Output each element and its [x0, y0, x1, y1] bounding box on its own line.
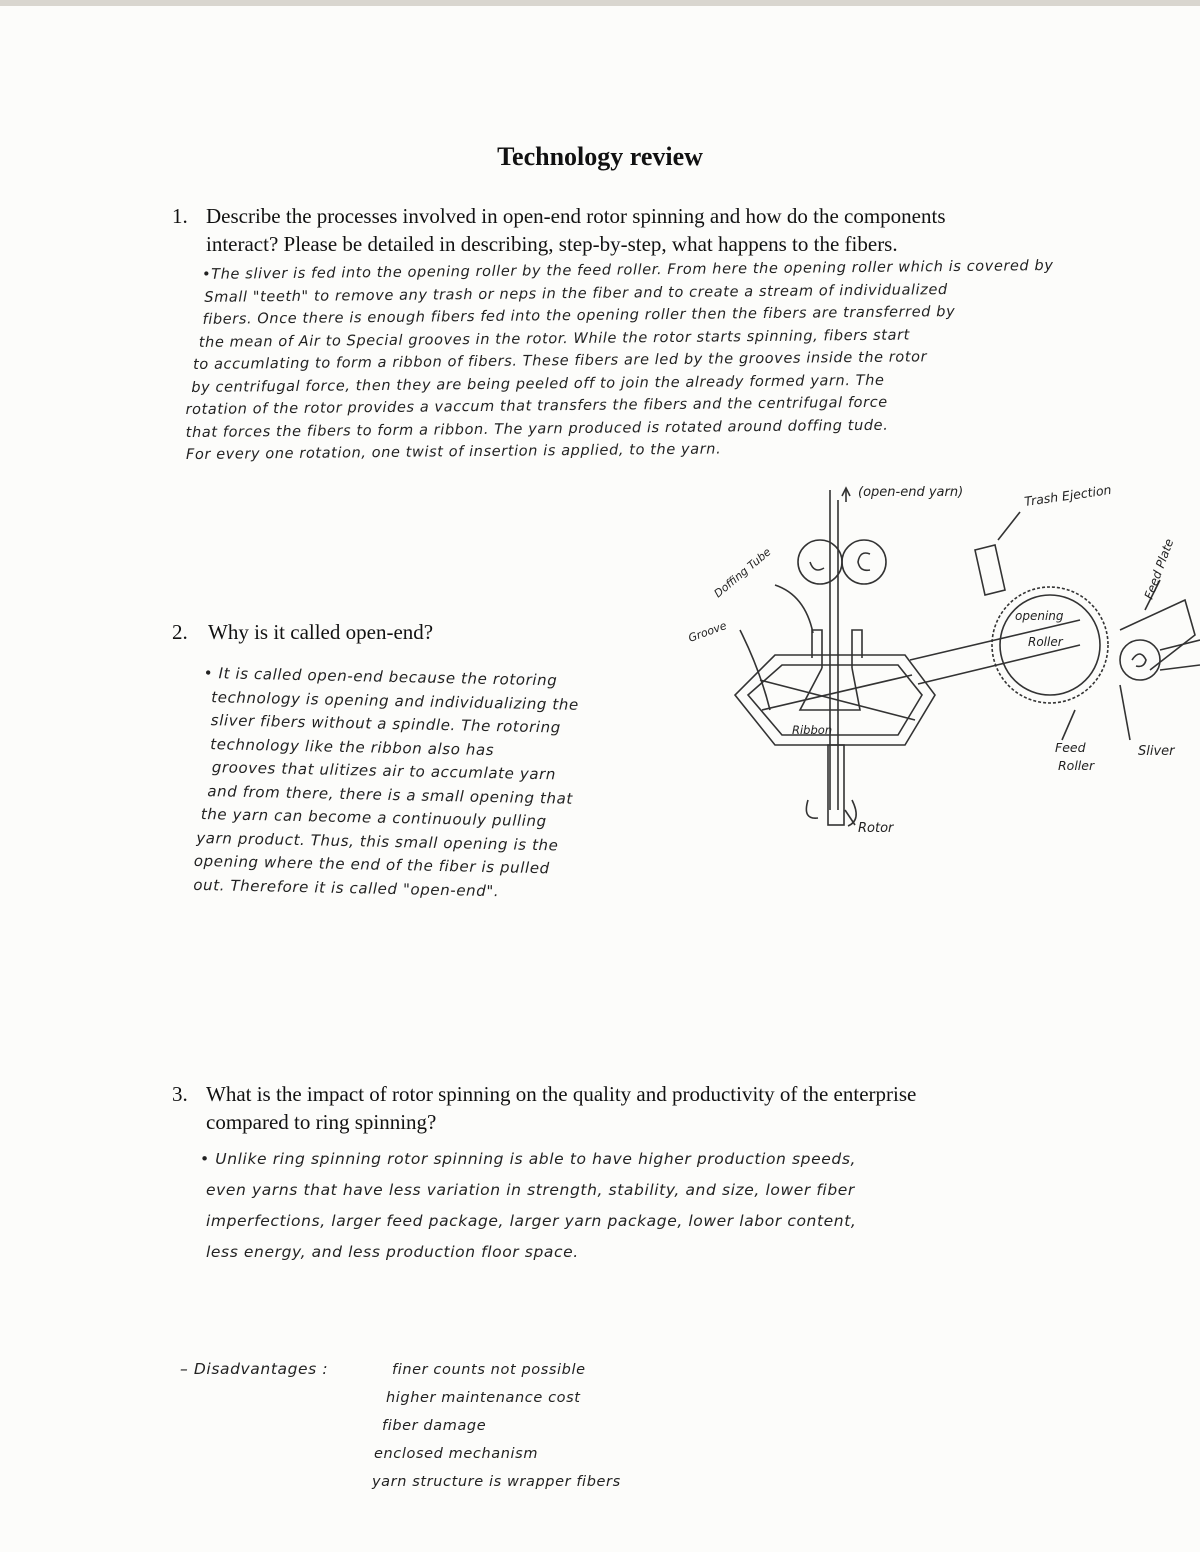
answer-line: Small "teeth" to remove any trash or neps in the fiber and to create a stream of individualized	[204, 281, 948, 306]
rotation-arrow	[848, 800, 856, 826]
label-feed-plate: Feed Plate	[1141, 536, 1177, 602]
answer-line: opening where the end of the fiber is pulled	[193, 851, 550, 878]
rotor-spinning-diagram	[680, 470, 1200, 860]
trash-ejection	[975, 545, 1005, 595]
rotation-arrow	[810, 562, 824, 570]
rotation-arrow	[858, 553, 870, 570]
answer-line: • It is called open-end because the rotoring	[203, 663, 558, 690]
pointer	[1062, 710, 1075, 740]
disadvantage-item: enclosed mechanism	[374, 1446, 539, 1462]
answer-line: fibers. Once there is enough fibers fed into the opening roller then the fibers are transferred by	[202, 303, 956, 328]
label-opening: opening	[1015, 609, 1064, 623]
label-ribbon: Ribbon	[792, 723, 833, 737]
answer-line: out. Therefore it is called "open-end".	[193, 875, 500, 900]
page-edge	[0, 0, 1200, 6]
doffing-tube	[852, 630, 862, 668]
label-feed: Feed	[1055, 740, 1086, 755]
question-line: interact? Please be detailed in describing, step-by-step, what happens to the fibers.	[206, 232, 898, 256]
answer-line: even yarns that have less variation in strength, stability, and size, lower fiber	[206, 1181, 855, 1199]
answer-line: rotation of the rotor provides a vaccum that transfers the fibers and the centrifugal force	[185, 394, 888, 419]
disadvantage-item: yarn structure is wrapper fibers	[372, 1474, 621, 1490]
answer-line: sliver fibers without a spindle. The rotoring	[210, 711, 562, 737]
label-groove: Groove	[686, 618, 729, 645]
pointer	[740, 630, 770, 710]
question-2	[172, 618, 433, 646]
answer-1	[185, 255, 1056, 467]
answer-line: and from there, there is a small opening that	[207, 781, 574, 808]
label-feed-roller: Roller	[1058, 758, 1095, 773]
question-number: 1.	[172, 204, 188, 228]
answer-line: to accumlating to form a ribbon of fibers. These fibers are led by the grooves inside the rotor	[192, 349, 928, 373]
label-rotor: Rotor	[858, 821, 894, 836]
takeup-roller-right	[842, 540, 886, 584]
answer-line: yarn product. Thus, this small opening is the	[196, 828, 559, 854]
question-line: compared to ring spinning?	[206, 1110, 437, 1134]
feed-roller	[1120, 640, 1160, 680]
pointer	[775, 585, 813, 633]
answer-line: by centrifugal force, then they are being peeled off to join the already formed yarn. The	[191, 372, 885, 396]
answer-line: grooves that ulitizes air to accumlate yarn	[211, 758, 557, 784]
rotation-arrow	[1132, 654, 1146, 666]
answer-line: •The sliver is fed into the opening roller by the feed roller. From here the opening roller which is covered by	[202, 257, 1054, 283]
answer-line: • Unlike ring spinning rotor spinning is able to have higher production speeds,	[200, 1150, 857, 1168]
sliver	[1160, 640, 1200, 650]
answer-line: For every one rotation, one twist of insertion is applied, to the yarn.	[185, 441, 722, 464]
question-number: 3.	[172, 1082, 188, 1106]
doffing-tube	[812, 630, 822, 668]
answer-line: technology is opening and individualizing the	[211, 687, 580, 714]
label-trash-ejection: Trash Ejection	[1023, 481, 1113, 509]
question-line: What is the impact of rotor spinning on the quality and productivity of the enterprise	[206, 1082, 917, 1106]
feed-channel	[918, 645, 1080, 684]
label-doffing-tube: Doffing Tube	[711, 545, 774, 601]
answer-line: that forces the fibers to form a ribbon. The yarn produced is rotated around doffing tude.	[185, 417, 889, 441]
disadvantage-item: fiber damage	[382, 1418, 487, 1434]
question-number: 2.	[172, 620, 188, 644]
answer-line: less energy, and less production floor space.	[206, 1243, 579, 1261]
feed-plate	[1120, 600, 1195, 670]
label-opening-roller: Roller	[1028, 635, 1063, 649]
question-line: Why is it called open-end?	[208, 620, 434, 644]
pointer	[998, 512, 1020, 540]
question-1	[172, 202, 946, 258]
sliver	[1160, 665, 1200, 670]
answer-line: imperfections, larger feed package, larger yarn package, lower labor content,	[206, 1212, 857, 1230]
question-line: Describe the processes involved in open-end rotor spinning and how do the components	[206, 204, 946, 228]
question-3	[172, 1080, 916, 1136]
answer-line: technology like the ribbon also has	[210, 734, 495, 759]
answer-2	[193, 662, 580, 905]
label-open-end-yarn: (open-end yarn)	[858, 485, 964, 500]
disadvantage-item: higher maintenance cost	[386, 1390, 581, 1406]
disadvantage-item: finer counts not possible	[392, 1362, 586, 1378]
pointer	[845, 810, 855, 825]
disadvantages-label: – Disadvantages :	[180, 1360, 329, 1378]
rotation-arrow	[806, 800, 818, 818]
takeup-roller-left	[798, 540, 842, 584]
fiber-path	[762, 675, 912, 710]
page-title: Technology review	[497, 142, 703, 171]
answer-line: the yarn can become a continuouly pulling	[200, 804, 547, 831]
label-sliver: Sliver	[1138, 744, 1175, 759]
answer-line: the mean of Air to Special grooves in the rotor. While the rotor starts spinning, fibers start	[198, 326, 910, 351]
pointer	[1120, 685, 1130, 740]
answer-3	[200, 1144, 856, 1268]
